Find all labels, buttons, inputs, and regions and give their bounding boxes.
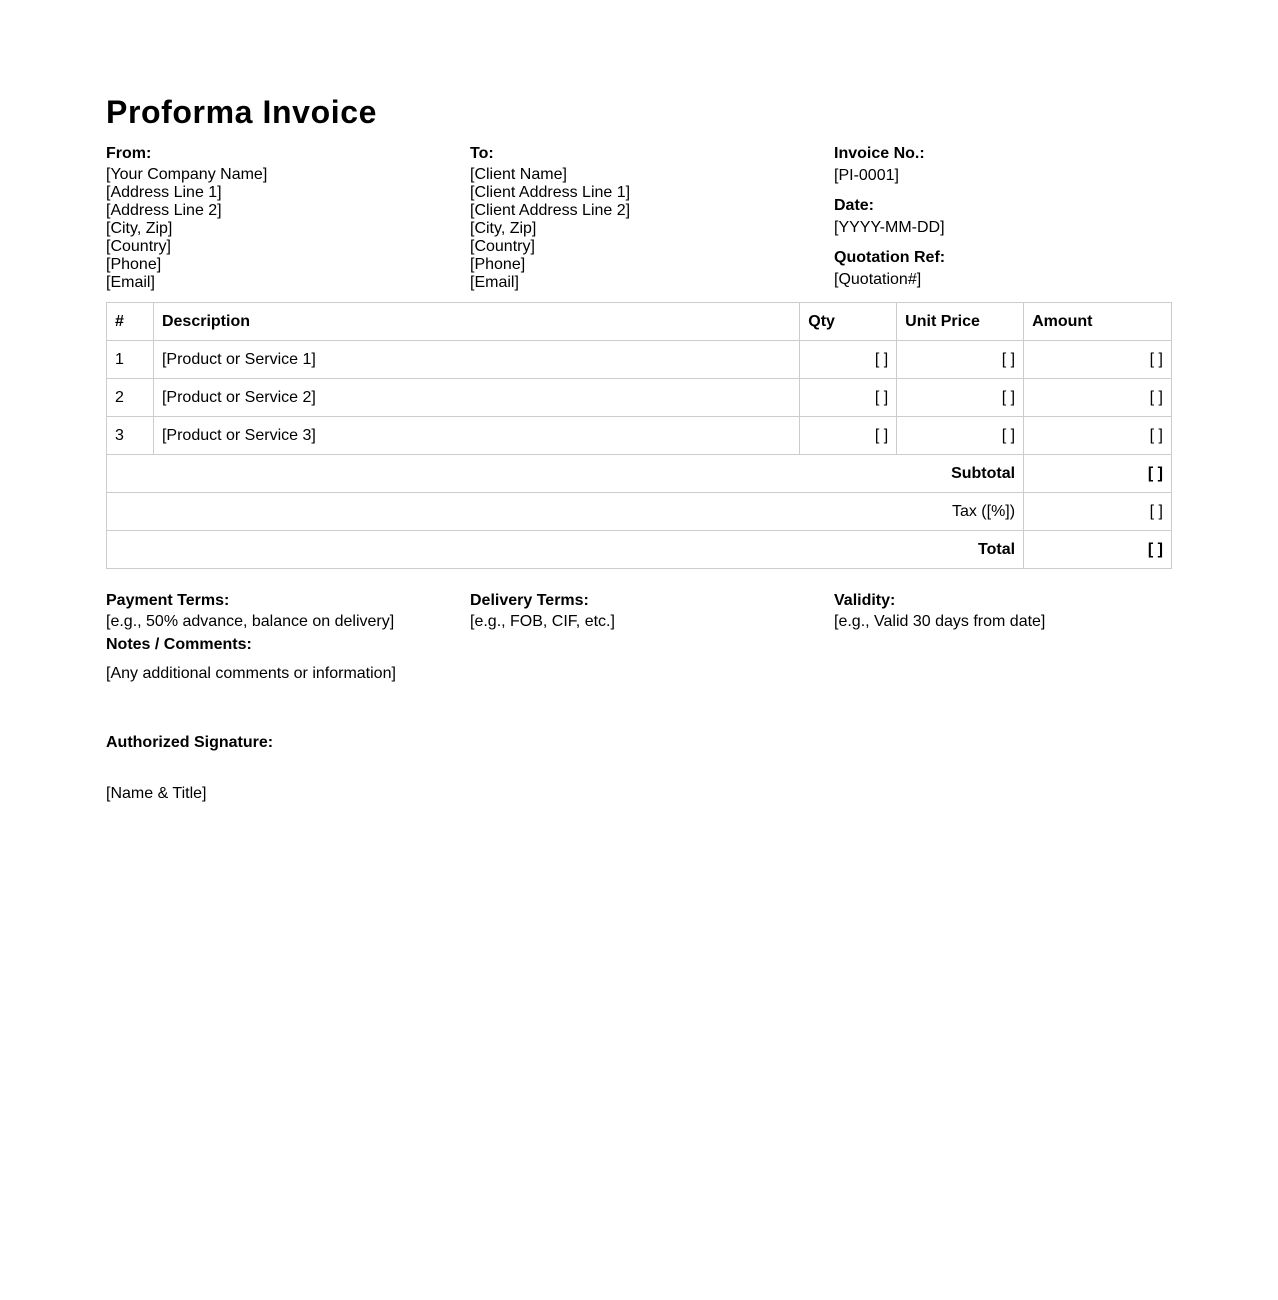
to-label: To: — [470, 145, 494, 162]
subtotal-label: Subtotal — [107, 455, 1024, 493]
row-qty: [ ] — [800, 379, 897, 417]
col-header-qty: Qty — [800, 303, 897, 341]
date-label: Date: — [834, 197, 875, 214]
col-header-number: # — [107, 303, 154, 341]
from-line: [Address Line 1] — [106, 184, 222, 201]
signature-name-title: [Name & Title] — [106, 785, 207, 802]
subtotal-value: [ ] — [1024, 455, 1172, 493]
payment-terms-block — [106, 591, 470, 631]
to-line: [Phone] — [470, 256, 526, 273]
table-row — [107, 379, 1172, 417]
delivery-terms-value: [e.g., FOB, CIF, etc.] — [470, 613, 615, 630]
row-amount: [ ] — [1024, 341, 1172, 379]
from-line: [Country] — [106, 238, 171, 255]
to-line: [Email] — [470, 274, 519, 291]
quotation-ref-label: Quotation Ref: — [834, 249, 946, 266]
row-description: [Product or Service 3] — [153, 417, 799, 455]
row-unit-price: [ ] — [897, 379, 1024, 417]
col-header-description: Description — [153, 303, 799, 341]
row-amount: [ ] — [1024, 379, 1172, 417]
from-line: [Phone] — [106, 256, 162, 273]
items-table — [106, 302, 1172, 569]
to-line: [Client Name] — [470, 166, 567, 183]
to-block — [470, 144, 834, 302]
payment-terms-value: [e.g., 50% advance, balance on delivery] — [106, 613, 395, 630]
delivery-terms-block — [470, 591, 834, 631]
payment-terms-label: Payment Terms: — [106, 592, 230, 609]
row-number: 2 — [107, 379, 154, 417]
to-line: [Country] — [470, 238, 535, 255]
from-label: From: — [106, 145, 152, 162]
tax-row — [107, 493, 1172, 531]
from-line: [City, Zip] — [106, 220, 173, 237]
notes-section — [106, 635, 1172, 683]
tax-label: Tax ([%]) — [107, 493, 1024, 531]
date-value: [YYYY-MM-DD] — [834, 219, 945, 236]
notes-label: Notes / Comments: — [106, 636, 252, 653]
from-block — [106, 144, 470, 302]
invoice-page — [106, 90, 1172, 803]
invoice-number-value: [PI-0001] — [834, 167, 899, 184]
validity-block — [834, 591, 1172, 631]
invoice-number-label: Invoice No.: — [834, 145, 925, 162]
from-line: [Address Line 2] — [106, 202, 222, 219]
total-label: Total — [107, 531, 1024, 569]
table-row — [107, 341, 1172, 379]
to-line: [Client Address Line 1] — [470, 184, 631, 201]
validity-value: [e.g., Valid 30 days from date] — [834, 613, 1046, 630]
delivery-terms-label: Delivery Terms: — [470, 592, 589, 609]
terms-section — [106, 591, 1172, 631]
meta-block — [834, 144, 1172, 302]
table-header-row — [107, 303, 1172, 341]
row-unit-price: [ ] — [897, 341, 1024, 379]
table-row — [107, 417, 1172, 455]
parties-section — [106, 144, 1172, 302]
quotation-ref-value: [Quotation#] — [834, 271, 922, 288]
row-description: [Product or Service 1] — [153, 341, 799, 379]
tax-value: [ ] — [1024, 493, 1172, 531]
row-amount: [ ] — [1024, 417, 1172, 455]
validity-label: Validity: — [834, 592, 896, 609]
signature-label: Authorized Signature: — [106, 734, 274, 751]
row-unit-price: [ ] — [897, 417, 1024, 455]
row-description: [Product or Service 2] — [153, 379, 799, 417]
page-title: Proforma Invoice — [106, 94, 378, 130]
to-line: [City, Zip] — [470, 220, 537, 237]
to-line: [Client Address Line 2] — [470, 202, 631, 219]
from-line: [Your Company Name] — [106, 166, 268, 183]
row-qty: [ ] — [800, 341, 897, 379]
signature-section — [106, 733, 1172, 803]
total-row — [107, 531, 1172, 569]
subtotal-row — [107, 455, 1172, 493]
notes-value: [Any additional comments or information] — [106, 665, 396, 682]
row-number: 1 — [107, 341, 154, 379]
from-line: [Email] — [106, 274, 155, 291]
row-number: 3 — [107, 417, 154, 455]
col-header-unit-price: Unit Price — [897, 303, 1024, 341]
row-qty: [ ] — [800, 417, 897, 455]
col-header-amount: Amount — [1024, 303, 1172, 341]
total-value: [ ] — [1024, 531, 1172, 569]
